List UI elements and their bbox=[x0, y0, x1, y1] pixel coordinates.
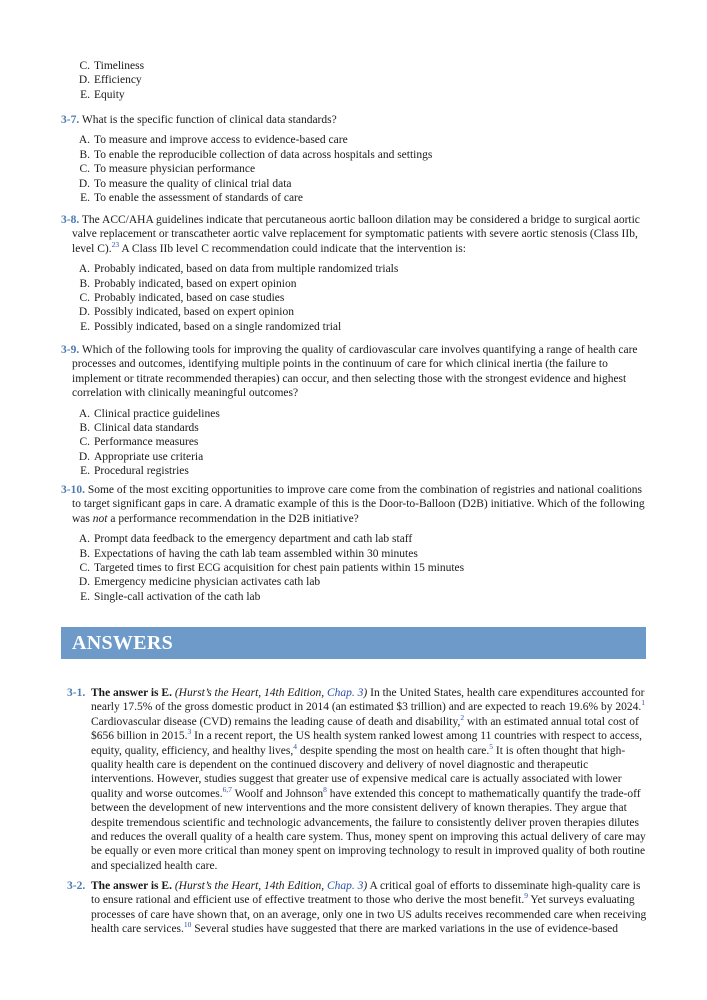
answer-text: It is often thought that high-quality health care is dependent on the continued discovery and delivery of novel diagnostic and therapeutic interventions. However, studies suggest that greater use of expensive medical care is actually associated with lower quality and worse outcomes. bbox=[91, 744, 626, 800]
option-item bbox=[74, 561, 646, 575]
option-letter: E. bbox=[80, 320, 90, 333]
option-text: Probably indicated, based on data from multiple randomized trials bbox=[94, 263, 399, 276]
option-letter: A. bbox=[78, 533, 90, 546]
question-number: 3-8. bbox=[61, 214, 80, 226]
answer-lead: The answer is E. bbox=[91, 687, 172, 699]
reference-superscript: 1 bbox=[641, 698, 645, 708]
answer-lead: The answer is E. bbox=[91, 880, 172, 892]
option-item bbox=[74, 88, 144, 102]
question-3-10 bbox=[61, 483, 646, 604]
option-item bbox=[74, 435, 646, 449]
answer-3-2 bbox=[67, 879, 647, 937]
option-item bbox=[74, 133, 646, 147]
option-text: Emergency medicine physician activates cath lab bbox=[94, 576, 321, 589]
question-stem-cont: A Class IIb level C recommendation could indicate that the intervention is: bbox=[119, 242, 466, 255]
option-text: To measure physician performance bbox=[94, 163, 256, 176]
option-letter: D. bbox=[78, 177, 90, 190]
question-3-7 bbox=[61, 113, 646, 205]
option-letter: C. bbox=[79, 163, 90, 176]
option-text: Clinical practice guidelines bbox=[94, 407, 220, 420]
option-letter: E. bbox=[80, 192, 90, 205]
option-letter: D. bbox=[78, 450, 90, 463]
option-letter: A. bbox=[78, 407, 90, 420]
answer-text: with an estimated annual total cost of $656 billion in 2015. bbox=[91, 715, 639, 743]
option-letter: A. bbox=[78, 263, 90, 276]
citation-close: ) bbox=[363, 687, 368, 699]
option-letter: E. bbox=[80, 88, 90, 101]
reference-superscript: 2 bbox=[460, 712, 465, 722]
question-text bbox=[61, 483, 646, 526]
option-item bbox=[74, 162, 646, 176]
option-item bbox=[74, 450, 646, 464]
reference-superscript: 10 bbox=[183, 920, 192, 930]
option-text: To enable the assessment of standards of care bbox=[94, 192, 303, 205]
answer-3-1 bbox=[67, 686, 647, 873]
question-number: 3-9. bbox=[61, 344, 80, 356]
citation-close: ) bbox=[363, 880, 368, 892]
question-3-9 bbox=[61, 343, 646, 479]
option-item bbox=[74, 532, 646, 546]
option-list bbox=[61, 133, 646, 205]
option-text: Clinical data standards bbox=[94, 422, 199, 435]
reference-superscript: 9 bbox=[524, 891, 528, 901]
option-text: Expectations of having the cath lab team assembled within 30 minutes bbox=[94, 547, 418, 560]
option-list bbox=[61, 407, 646, 479]
question-number: 3-7. bbox=[61, 114, 80, 126]
option-item bbox=[74, 59, 144, 73]
reference-superscript: 23 bbox=[111, 239, 120, 249]
option-item bbox=[74, 320, 646, 334]
option-letter: B. bbox=[79, 148, 90, 161]
option-letter: D. bbox=[78, 74, 90, 87]
option-letter: B. bbox=[79, 277, 90, 290]
option-letter: C. bbox=[79, 60, 90, 72]
answer-body bbox=[91, 879, 647, 937]
option-item bbox=[74, 305, 646, 319]
option-item bbox=[74, 575, 646, 589]
option-letter: D. bbox=[78, 306, 90, 319]
answer-number: 3-2. bbox=[67, 880, 86, 892]
question-number: 3-10. bbox=[61, 484, 85, 496]
option-text: Single-call activation of the cath lab bbox=[94, 590, 261, 603]
option-letter: C. bbox=[79, 292, 90, 305]
option-text: Prompt data feedback to the emergency department and cath lab staff bbox=[94, 533, 413, 546]
answer-text: Yet surveys evaluating processes of care have shown that, on an average, only one in two US adults receives recommended care when receiving health care services. bbox=[91, 894, 647, 936]
option-letter: B. bbox=[79, 422, 90, 435]
reference-superscript: 3 bbox=[187, 727, 192, 737]
question-text bbox=[61, 113, 646, 127]
question-stem-cont: a performance recommendation in the D2B initiative? bbox=[107, 512, 359, 525]
reference-superscript: 5 bbox=[489, 741, 494, 751]
answer-text: A critical goal of efforts to disseminate high-quality care is to ensure rational and efficient use of effective treatment to those who derive the most benefit. bbox=[91, 880, 641, 907]
option-text: Possibly indicated, based on expert opinion bbox=[94, 306, 294, 319]
question-text bbox=[61, 213, 646, 256]
option-item bbox=[74, 291, 646, 305]
option-item bbox=[74, 148, 646, 162]
citation-text: (Hurst’s the Heart, 14th Edition, bbox=[174, 880, 327, 892]
option-text: Probably indicated, based on expert opinion bbox=[94, 277, 297, 290]
answer-text: despite spending the most on health care. bbox=[297, 744, 490, 757]
answer-text: Several studies have suggested that there are marked variations in the use of evidence-based bbox=[191, 923, 619, 936]
option-text: Efficiency bbox=[94, 74, 142, 87]
option-text: To measure the quality of clinical trial data bbox=[94, 177, 292, 190]
option-letter: E. bbox=[80, 590, 90, 603]
option-item bbox=[74, 73, 144, 87]
option-text: Targeted times to first ECG acquisition for chest pain patients within 15 minutes bbox=[94, 562, 465, 575]
option-text: To measure and improve access to evidence-based care bbox=[94, 134, 348, 147]
chapter-link[interactable]: Chap. 3 bbox=[327, 880, 364, 892]
option-text: To enable the reproducible collection of data across hospitals and settings bbox=[94, 148, 433, 161]
option-text: Possibly indicated, based on a single randomized trial bbox=[94, 320, 342, 333]
option-letter: A. bbox=[78, 134, 90, 147]
emphasis-not: not bbox=[92, 512, 108, 525]
option-list bbox=[61, 532, 646, 604]
option-list bbox=[61, 262, 646, 334]
option-item bbox=[74, 590, 646, 604]
question-3-8 bbox=[61, 213, 646, 334]
answer-number: 3-1. bbox=[67, 687, 86, 699]
option-item bbox=[74, 191, 646, 205]
reference-superscript: 8 bbox=[323, 785, 327, 795]
option-item bbox=[74, 464, 646, 478]
citation-text: (Hurst’s the Heart, 14th Edition, bbox=[174, 687, 327, 699]
option-item bbox=[74, 421, 646, 435]
option-text: Probably indicated, based on case studies bbox=[94, 292, 285, 305]
answer-text: In the United States, health care expenditures accounted for nearly 17.5% of the gross domestic product in 2014 (an estimated $3 trillion) and are expected to reach 19.6% by 2024. bbox=[91, 687, 645, 714]
option-letter: B. bbox=[79, 547, 90, 560]
option-text: Equity bbox=[94, 88, 125, 101]
reference-superscript: 6,7 bbox=[222, 785, 232, 795]
option-text: Timeliness bbox=[94, 60, 145, 72]
option-item bbox=[74, 547, 646, 561]
reference-superscript: 4 bbox=[293, 741, 297, 751]
source-citation bbox=[175, 880, 367, 892]
answers-heading: ANSWERS bbox=[61, 627, 646, 659]
answer-text: Cardiovascular disease (CVD) remains the leading cause of death and disability, bbox=[91, 715, 461, 728]
answer-text: have extended this concept to mathematically quantify the trade-off between the development of new interventions and the more consistent delivery of known therapies. They argue that despite tremendous scientific and technologic advancements, the failure to consistently deliver proven therapies dilutes and reduces the overall quality of a health care system. Thus, money spent on improving this actual delivery of care may be equally or even more critical than money spent on improving technology to result in improved quality of both routine and specialized health care. bbox=[91, 787, 646, 872]
source-citation bbox=[175, 687, 367, 699]
question-stem: Some of the most exciting opportunities to improve care come from the combination of registries and national coalitions to target significant gaps in care. A dramatic example of this is the Door-to-Balloon (D2B) initiative. Which of the following was bbox=[72, 484, 645, 525]
option-item bbox=[74, 407, 646, 421]
option-text: Procedural registries bbox=[94, 465, 189, 478]
option-item bbox=[74, 262, 646, 276]
option-text: Performance measures bbox=[94, 436, 199, 449]
answer-text: Woolf and Johnson bbox=[231, 787, 324, 800]
answer-text: In a recent report, the US health system ranked lowest among 11 countries with respect to access, equity, quality, efficiency, and healthy lives, bbox=[91, 730, 643, 757]
chapter-link[interactable]: Chap. 3 bbox=[327, 687, 364, 699]
question-stem: What is the specific function of clinical data standards? bbox=[81, 114, 337, 126]
option-item bbox=[74, 177, 646, 191]
question-stem: The ACC/AHA guidelines indicate that percutaneous aortic balloon dilation may be considered a bridge to surgical aortic valve replacement or transcatheter aortic valve replacement for symptomatic patients with severe aortic stenosis (Class IIb, level C). bbox=[72, 214, 640, 255]
answer-body bbox=[91, 686, 647, 873]
option-item bbox=[74, 277, 646, 291]
question-text bbox=[61, 343, 646, 401]
option-letter: C. bbox=[79, 436, 90, 449]
option-letter: C. bbox=[79, 562, 90, 575]
carryover-options bbox=[74, 59, 144, 102]
question-stem: Which of the following tools for improving the quality of cardiovascular care involves quantifying a range of health care processes and outcomes, identifying multiple points in the continuum of care for which clinical inertia (the failure to implement or titrate recommended therapies) can occur, and then selecting those with the strongest evidence and highest correlation with clinically meaningful outcomes? bbox=[72, 344, 638, 400]
option-letter: D. bbox=[78, 576, 90, 589]
option-letter: E. bbox=[80, 465, 90, 478]
option-text: Appropriate use criteria bbox=[94, 450, 204, 463]
